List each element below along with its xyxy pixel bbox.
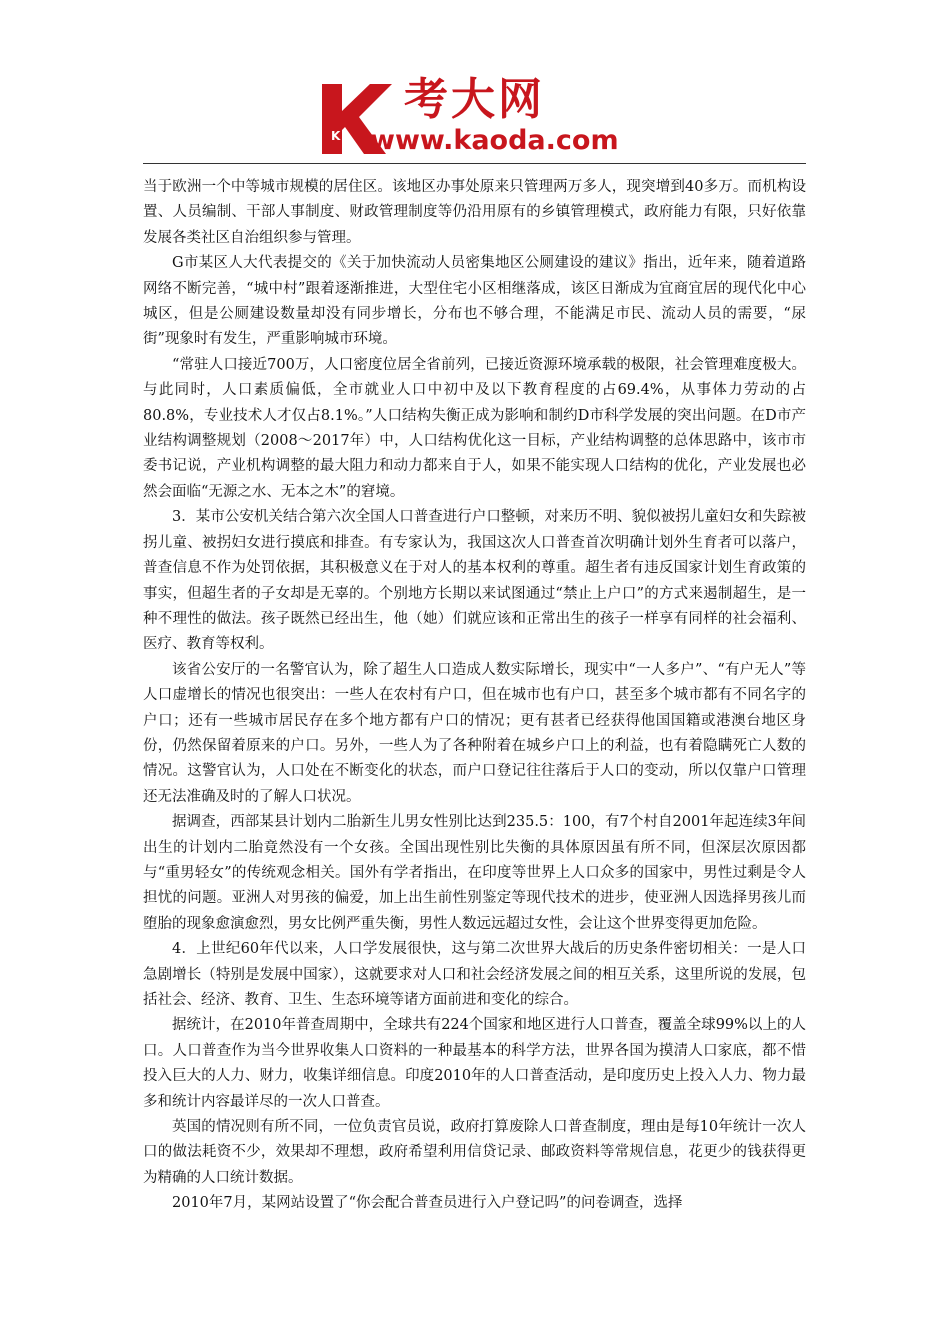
paragraph-1: 当于欧洲一个中等城市规模的居住区。该地区办事处原来只管理两万多人，现突增到40多万。而机构设置、人员编制、干部人事制度、财政管理制度等仍沿用原有的乡镇管理模式，政府能力有限，只好依靠发展各类社区自治组织参与管理。 <box>143 179 806 246</box>
paragraph-6: 据调查，西部某县计划内二胎新生儿男女性别比达到235.5：100，有7个村自2001年起连续3年间出生的计划内二胎竟然没有一个女孩。全国出现性别比失衡的具体原因虽有所不同，但深层次原因都与“重男轻女”的传统观念相关。国外有学者指出，在印度等世界上人口众多的国家中，男性过剩是令人担忧的问题。亚洲人对男孩的偏爱，加上出生前性别鉴定等现代技术的进步，使亚洲人因选择男孩儿而堕胎的现象愈演愈烈，男女比例严重失衡，男性人数远远超过女性，会让这个世界变得更加危险。 <box>143 814 806 932</box>
paragraph-7: 4．上世纪60年代以来，人口学发展很快，这与第二次世界大战后的历史条件密切相关：一是人口急剧增长（特别是发展中国家），这就要求对人口和社会经济发展之间的相互关系，这里所说的发展，包括社会、经济、教育、卫生、生态环境等诸方面前进和变化的综合。 <box>143 941 806 1008</box>
paragraph-5: 该省公安厅的一名警官认为，除了超生人口造成人数实际增长，现实中“一人多户”、“有户无人”等人口虚增长的情况也很突出：一些人在农村有户口，但在城市也有户口，甚至多个城市都有不同名字的户口；还有一些城市居民存在多个地方都有户口的情况；更有甚者已经获得他国国籍或港澳台地区身份，仍然保留着原来的户口。另外，一些人为了各种附着在城乡户口上的利益，也有着隐瞒死亡人数的情况。这警官认为，人口处在不断变化的状态，而户口登记往往落后于人口的变动，所以仅靠户口管理还无法准确及时的了解人口状况。 <box>143 661 806 805</box>
paragraph-4: 3．某市公安机关结合第六次全国人口普查进行户口整顿，对来历不明、貌似被拐儿童妇女和失踪被拐儿童、被拐妇女进行摸底和排查。有专家认为，我国这次人口普查首次明确计划外生育者可以落户，普查信息不作为处罚依据，其积极意义在于对人的基本权利的尊重。超生者有违反国家计划生育政策的事实，但超生者的子女却是无辜的。个别地方长期以来试图通过“禁止上户口”的方式来遏制超生，是一种不理性的做法。孩子既然已经出生，他（她）们就应该和正常出生的孩子一样享有同样的社会福利、医疗、教育等权利。 <box>143 509 806 653</box>
header-divider <box>143 163 806 164</box>
paragraph-3: “常驻人口接近700万，人口密度位居全省前列，已接近资源环境承载的极限，社会管理难度极大。与此同时，人口素质偏低，全市就业人口中初中及以下教育程度的占69.4%，从事体力劳动的占80.8%，专业技术人才仅占8.1%。”人口结构失衡正成为影响和制约D市科学发展的突出问题。在D市产业结构调整规划（2008～2017年）中，人口结构优化这一目标，产业结构调整的总体思路中，该市市委书记说，产业机构调整的最大阻力和动力都来自于人，如果不能实现人口结构的优化，产业发展也必然会面临“无源之水、无本之木”的窘境。 <box>143 356 806 500</box>
logo-site-url: www.kaoda.com <box>370 125 619 156</box>
article-body <box>143 175 806 1217</box>
logo-k-letter: K <box>331 129 341 143</box>
paragraph-2: G市某区人大代表提交的《关于加快流动人员密集地区公厕建设的建议》指出，近年来，随着道路网络不断完善，“城中村”跟着逐渐推进，大型住宅小区相继落成，该区日渐成为宜商宜居的现代化中心城区，但是公厕建设数量却没有同步增长，分布也不够合理，不能满足市民、流动人员的需要，“尿街”现象时有发生，严重影响城市环境。 <box>143 255 806 348</box>
logo-site-name: 考大网 <box>404 74 545 125</box>
paragraph-8: 据统计，在2010年普查周期中，全球共有224个国家和地区进行人口普查，覆盖全球99%以上的人口。人口普查作为当今世界收集人口资料的一种最基本的科学方法，世界各国为摸清人口家底，都不惜投入巨大的人力、财力，收集详细信息。印度2010年的人口普查活动，是印度历史上投入人力、物力最多和统计内容最详尽的一次人口普查。 <box>143 1017 806 1110</box>
kaoda-logo <box>318 74 640 158</box>
paragraph-10: 2010年7月，某网站设置了“你会配合普查员进行入户登记吗”的问卷调查，选择 <box>172 1195 683 1212</box>
paragraph-9: 英国的情况则有所不同，一位负责官员说，政府打算废除人口普查制度，理由是每10年统计一次人口的做法耗资不少，效果却不理想，政府希望利用信贷记录、邮政资料等常规信息，花更少的钱获得更为精确的人口统计数据。 <box>143 1119 806 1186</box>
